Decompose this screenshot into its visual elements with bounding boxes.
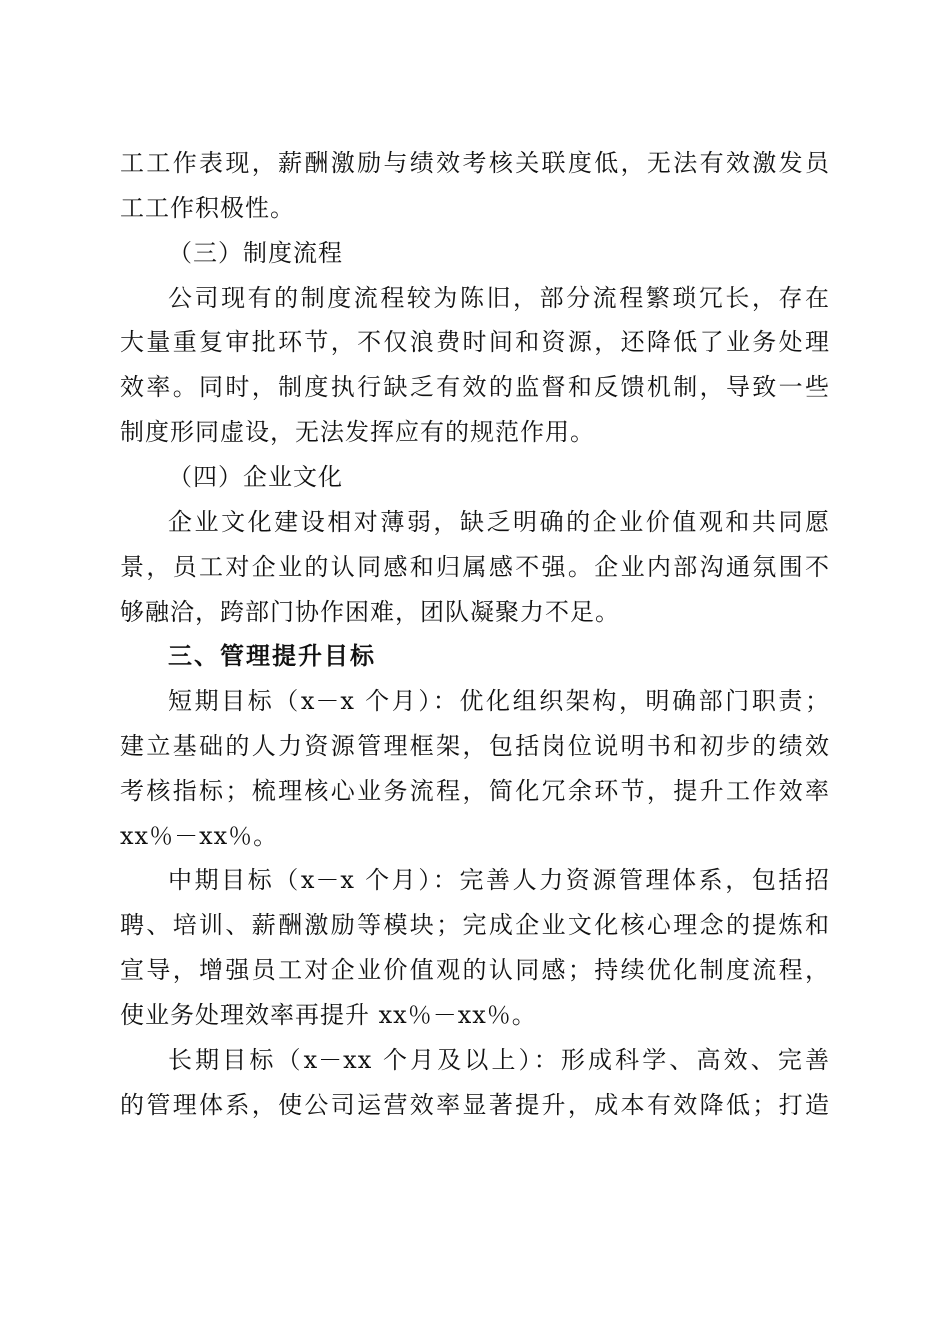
paragraph-line: 够融洽，跨部门协作困难，团队凝聚力不足。 [120,598,620,626]
paragraph-line: 公司现有的制度流程较为陈旧，部分流程繁琐冗长，存在 [168,284,830,312]
paragraph-line: 企业文化建设相对薄弱，缺乏明确的企业价值观和共同愿 [168,508,830,536]
paragraph-line: 效率。同时，制度执行缺乏有效的监督和反馈机制，导致一些 [120,373,830,401]
paragraph-line: 长期目标（x－xx 个月及以上）：形成科学、高效、完善 [168,1046,830,1074]
section-heading-system-process: （三）制度流程 [168,239,343,267]
paragraph-line: 大量重复审批环节，不仅浪费时间和资源，还降低了业务处理 [120,328,830,356]
paragraph-line: 聘、培训、薪酬激励等模块；完成企业文化核心理念的提炼和 [120,911,830,939]
paragraph-line: 景，员工对企业的认同感和归属感不强。企业内部沟通氛围不 [120,553,830,581]
paragraph-line: 使业务处理效率再提升 xx％－xx％。 [120,1001,537,1029]
paragraph-line: 短期目标（x－x 个月）：优化组织架构，明确部门职责； [168,687,830,715]
paragraph-line: 制度形同虚设，无法发挥应有的规范作用。 [120,418,595,446]
paragraph-line: 宣导，增强员工对企业价值观的认同感；持续优化制度流程， [120,956,830,984]
paragraph-line: 工工作积极性。 [120,194,295,222]
paragraph-line: 建立基础的人力资源管理框架，包括岗位说明书和初步的绩效 [120,732,830,760]
paragraph-line: 考核指标；梳理核心业务流程，简化冗余环节，提升工作效率 [120,777,830,805]
chapter-heading-management-goals: 三、管理提升目标 [168,642,376,670]
paragraph-line: xx％－xx％。 [120,822,279,850]
paragraph-line: 中期目标（x－x 个月）：完善人力资源管理体系，包括招 [168,866,830,894]
section-heading-corporate-culture: （四）企业文化 [168,463,343,491]
paragraph-line: 的管理体系，使公司运营效率显著提升，成本有效降低；打造 [120,1091,830,1119]
paragraph-line: 工工作表现，薪酬激励与绩效考核关联度低，无法有效激发员 [120,149,830,177]
